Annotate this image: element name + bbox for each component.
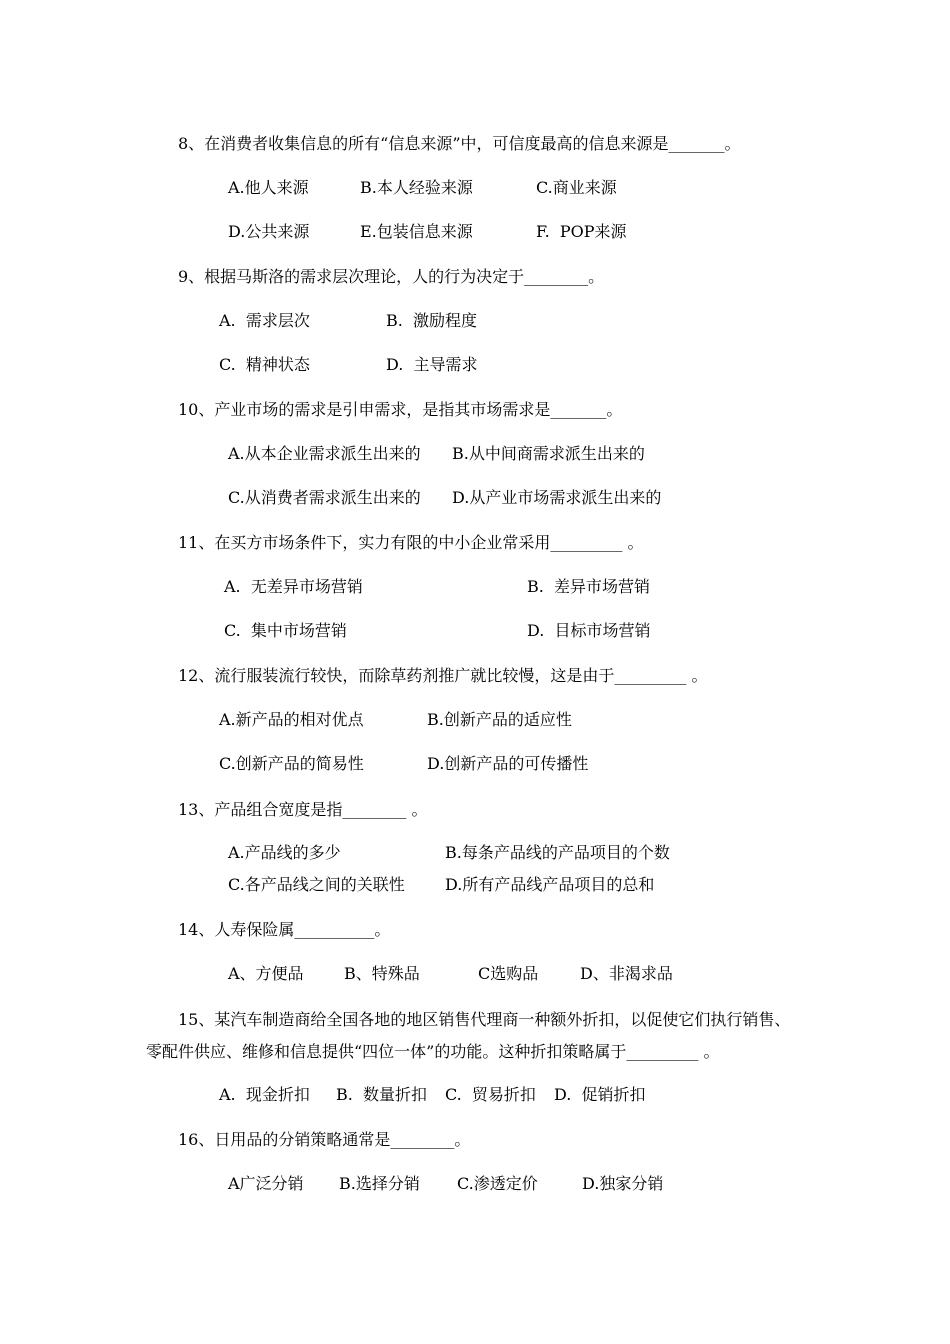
q14-option-b: B、特殊品 — [344, 964, 420, 983]
q10-option-d: D.从产业市场需求派生出来的 — [452, 488, 662, 507]
q9-option-b: B. 激励程度 — [386, 311, 478, 330]
question-11-stem: 11、在买方市场条件下，实力有限的中小企业常采用_________ 。 — [178, 533, 644, 552]
q15-option-b: B. 数量折扣 — [336, 1085, 428, 1104]
question-16-stem: 16、日用品的分销策略通常是________。 — [178, 1130, 471, 1149]
q11-option-a: A. 无差异市场营销 — [224, 577, 363, 596]
q16-option-b: B.选择分销 — [339, 1174, 420, 1193]
question-12-stem: 12、流行服装流行较快，而除草药剂推广就比较慢，这是由于_________ 。 — [178, 666, 708, 685]
q11-option-b: B. 差异市场营销 — [527, 577, 651, 596]
q14-option-d: D、非渴求品 — [580, 964, 673, 983]
q12-option-c: C.创新产品的简易性 — [219, 754, 364, 773]
q11-option-c: C. 集中市场营销 — [224, 621, 347, 640]
q15-option-c: C. 贸易折扣 — [445, 1085, 536, 1104]
q13-option-d: D.所有产品线产品项目的总和 — [445, 875, 655, 894]
q13-option-a: A.产品线的多少 — [228, 843, 341, 862]
q13-option-b: B.每条产品线的产品项目的个数 — [445, 843, 670, 862]
q12-option-b: B.创新产品的适应性 — [427, 710, 572, 729]
q10-option-c: C.从消费者需求派生出来的 — [228, 488, 421, 507]
question-13-stem: 13、产品组合宽度是指________ 。 — [178, 800, 428, 819]
q14-option-c: C选购品 — [478, 964, 539, 983]
q9-option-c: C. 精神状态 — [219, 355, 310, 374]
q16-option-d: D.独家分销 — [582, 1174, 664, 1193]
question-15-stem-continued: 零配件供应、维修和信息提供“四位一体”的功能。这种折扣策略属于_________ 。 — [146, 1042, 720, 1061]
q8-option-e: E.包装信息来源 — [360, 222, 473, 241]
q8-option-f: F. POP来源 — [536, 222, 627, 241]
q16-option-a: A广泛分销 — [228, 1174, 304, 1193]
question-14-stem: 14、人寿保险属__________。 — [178, 920, 391, 939]
q8-option-c: C.商业来源 — [536, 178, 617, 197]
q9-option-a: A. 需求层次 — [219, 311, 310, 330]
question-10-stem: 10、产业市场的需求是引申需求，是指其市场需求是_______。 — [178, 400, 623, 419]
q12-option-d: D.创新产品的可传播性 — [427, 754, 589, 773]
q11-option-d: D. 目标市场营销 — [527, 621, 651, 640]
question-8-stem: 8、在消费者收集信息的所有“信息来源”中，可信度最高的信息来源是_______。 — [178, 134, 741, 153]
question-9-stem: 9、根据马斯洛的需求层次理论，人的行为决定于________。 — [178, 267, 605, 286]
q12-option-a: A.新产品的相对优点 — [219, 710, 364, 729]
q8-option-d: D.公共来源 — [228, 222, 310, 241]
q10-option-a: A.从本企业需求派生出来的 — [228, 444, 421, 463]
q8-option-b: B.本人经验来源 — [360, 178, 473, 197]
q16-option-c: C.渗透定价 — [457, 1174, 538, 1193]
q10-option-b: B.从中间商需求派生出来的 — [452, 444, 645, 463]
q15-option-a: A. 现金折扣 — [219, 1085, 310, 1104]
q14-option-a: A、方便品 — [228, 964, 304, 983]
q15-option-d: D. 促销折扣 — [554, 1085, 646, 1104]
question-15-stem: 15、某汽车制造商给全国各地的地区销售代理商一种额外折扣，以促使它们执行销售、 — [178, 1010, 791, 1029]
q9-option-d: D. 主导需求 — [386, 355, 478, 374]
q8-option-a: A.他人来源 — [228, 178, 309, 197]
q13-option-c: C.各产品线之间的关联性 — [228, 875, 405, 894]
